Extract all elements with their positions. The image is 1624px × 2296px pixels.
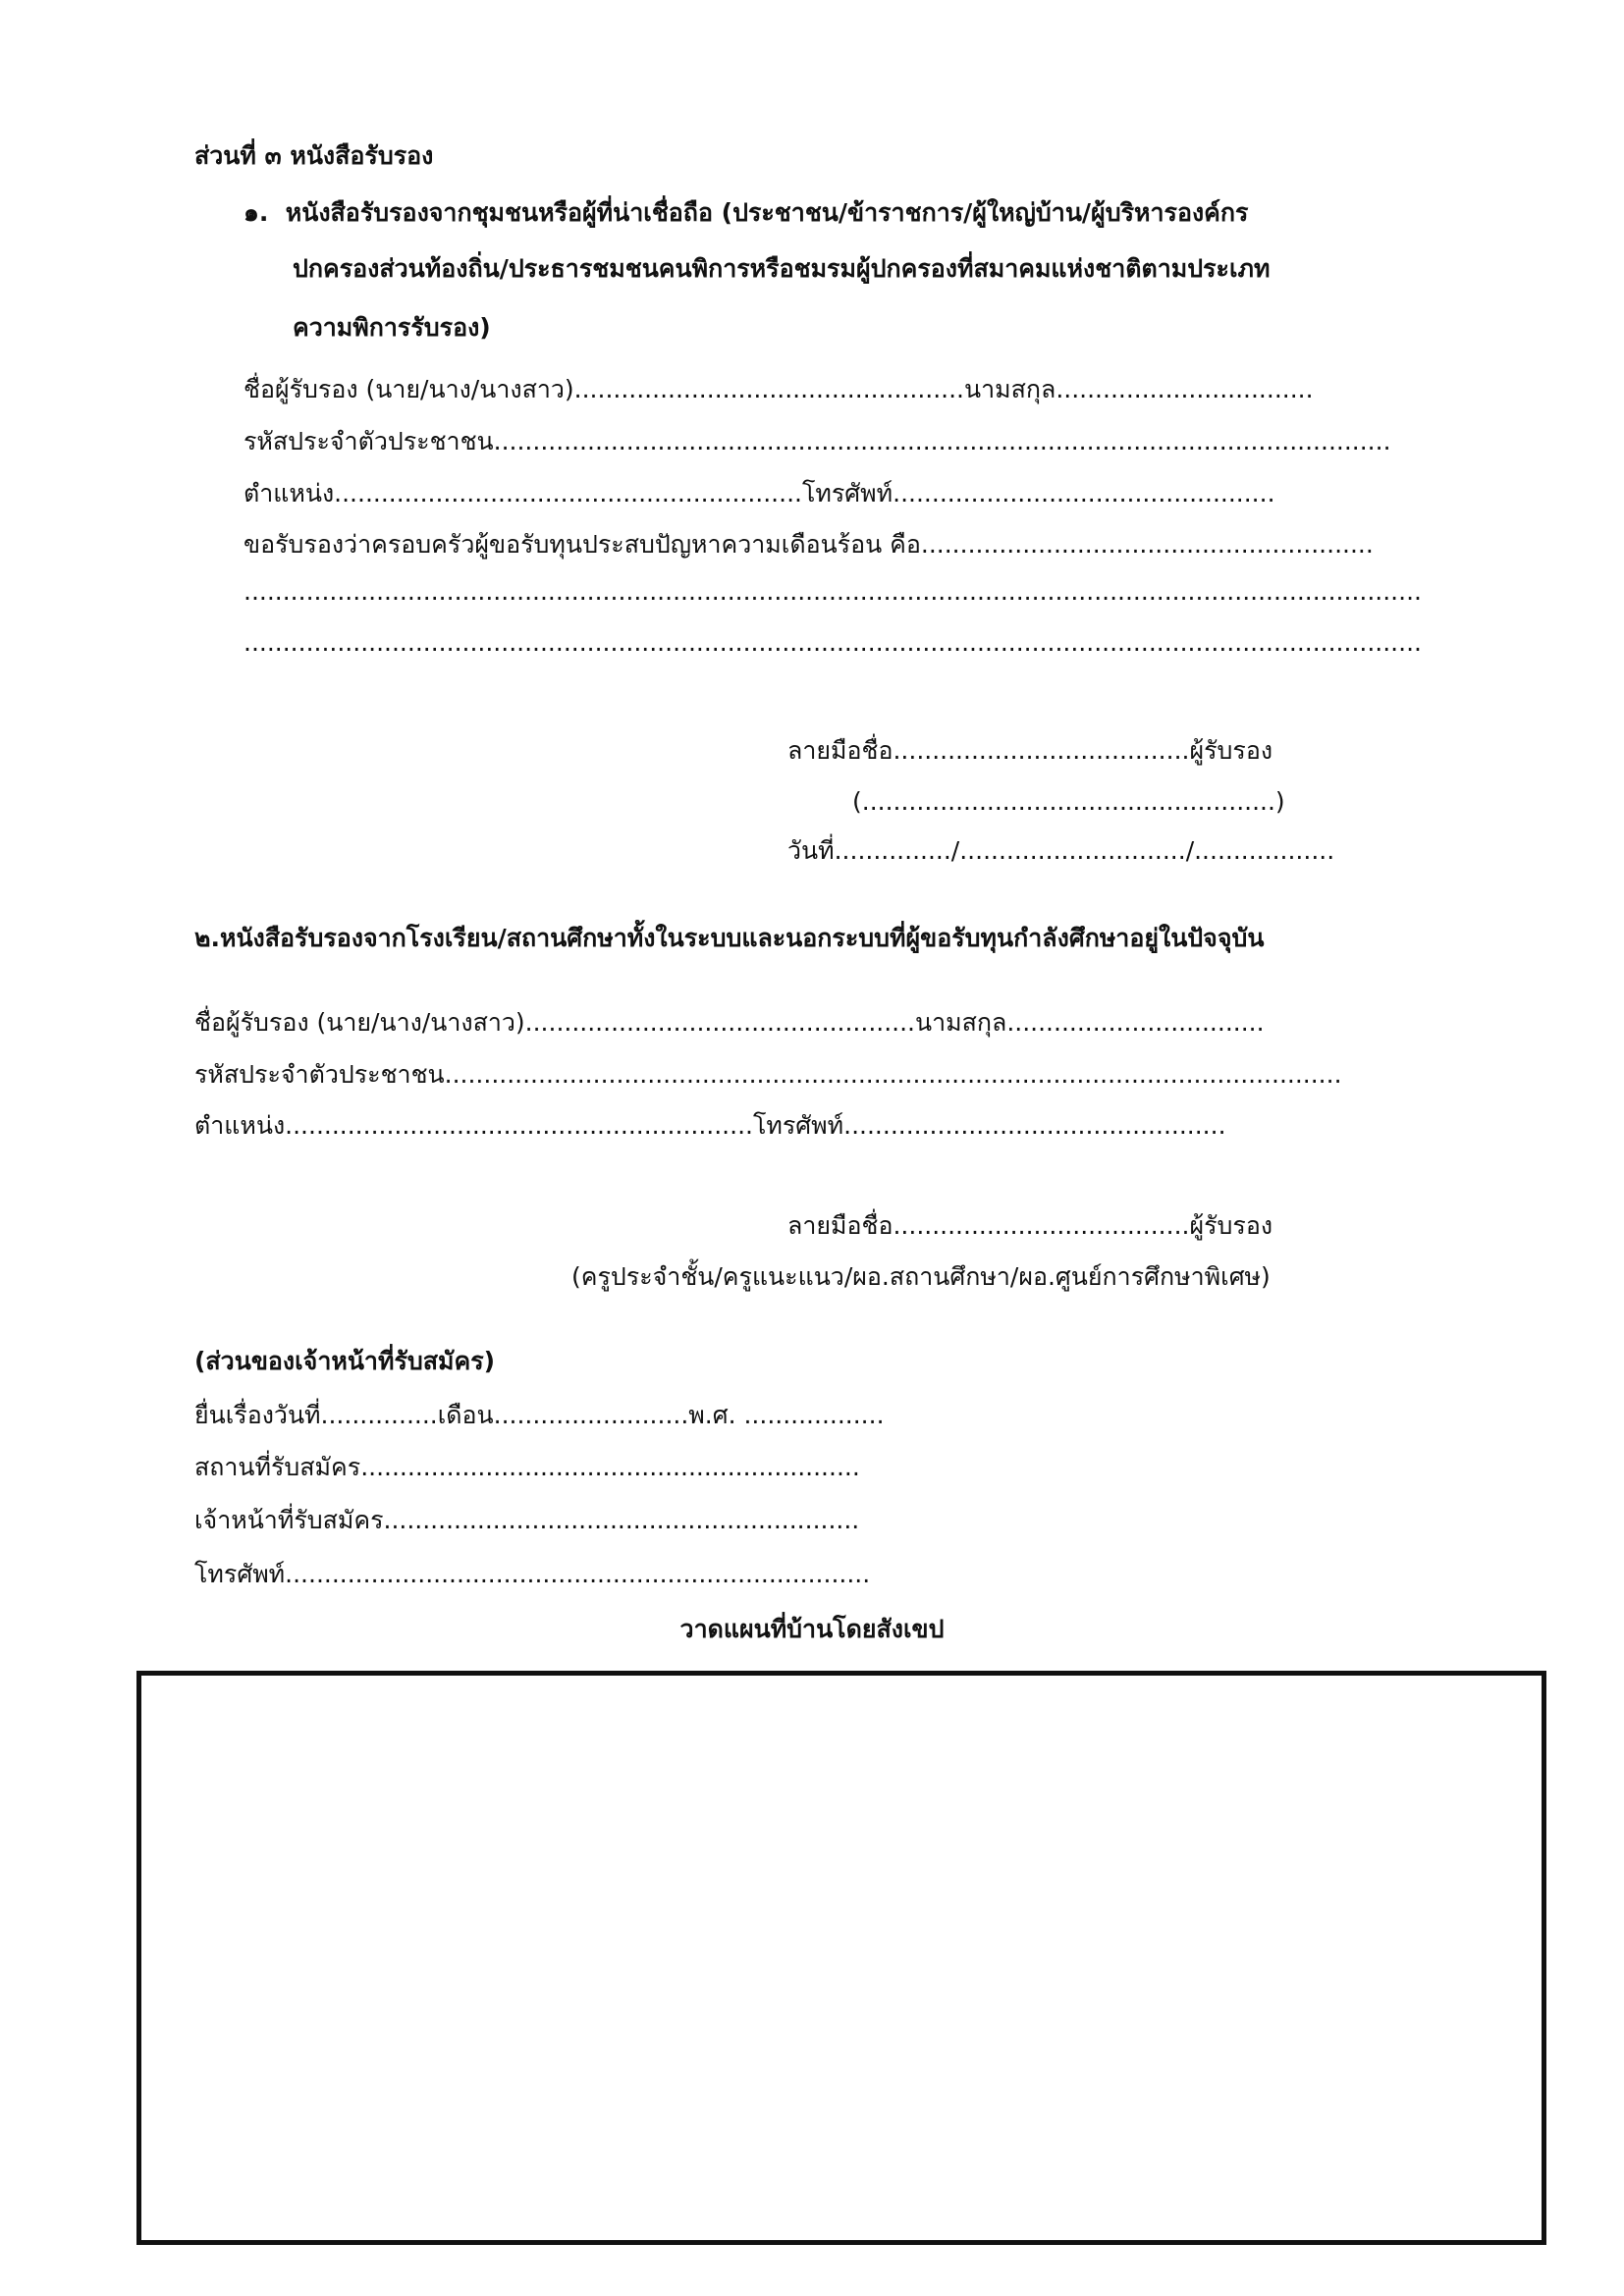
officer-submit-date-field[interactable]: ยื่นเรื่องวันที่...............เดือน.........................พ.ศ. .................. xyxy=(194,1401,885,1429)
cert1-statement-field[interactable]: ขอรับรองว่าครอบครัวผู้ขอรับทุนประสบปัญหาความเดือนร้อน คือ.......................................................... xyxy=(244,530,1374,559)
officer-name-field[interactable]: เจ้าหน้าที่รับสมัคร............................................................. xyxy=(194,1506,860,1534)
map-drawing-area[interactable] xyxy=(136,1671,1546,2245)
cert1-position-field[interactable]: ตำแหน่ง............................................................โทรศัพท์................................................. xyxy=(244,479,1275,507)
cert2-signer-role: (ครูประจำชั้น/ครูแนะแนว/ผอ.สถานศึกษา/ผอ.ศูนย์การศึกษาพิเศษ) xyxy=(571,1262,1271,1291)
cert2-signature-field[interactable]: ลายมือชื่อ......................................ผู้รับรอง xyxy=(787,1211,1273,1240)
officer-phone-field[interactable]: โทรศัพท์........................................................................... xyxy=(194,1560,871,1588)
cert2-id-field[interactable]: รหัสประจำตัวประชาชน................................................................................................................... xyxy=(194,1060,1342,1089)
officer-section-heading: (ส่วนของเจ้าหน้าที่รับสมัคร) xyxy=(194,1347,496,1375)
cert2-position-field[interactable]: ตำแหน่ง............................................................โทรศัพท์................................................. xyxy=(194,1111,1226,1140)
cert1-name-field[interactable]: ชื่อผู้รับรอง (นาย/นาง/นางสาว)..................................................นามสกุล................................. xyxy=(244,375,1314,403)
cert1-signature-field[interactable]: ลายมือชื่อ......................................ผู้รับรอง xyxy=(787,736,1273,765)
cert1-id-field[interactable]: รหัสประจำตัวประชาชน................................................................................................................... xyxy=(244,427,1391,455)
cert1-blank-line-1[interactable]: ....................................................................................................................................................... xyxy=(244,577,1422,606)
map-title: วาดแผนที่บ้านโดยสังเขป xyxy=(679,1615,945,1643)
cert1-heading-line2: ปกครองส่วนท้องถิ่น/ประธารชมชนคนพิการหรือชมรมผู้ปกครองที่สมาคมแห่งชาติตามประเภท xyxy=(293,254,1271,283)
officer-place-field[interactable]: สถานที่รับสมัคร................................................................ xyxy=(194,1453,860,1481)
cert1-heading-line1: ๑. หนังสือรับรองจากชุมชนหรือผู้ที่น่าเชื่อถือ (ประชาชน/ข้าราชการ/ผู้ใหญ่บ้าน/ผู้บริหารองค์กร xyxy=(244,198,1249,227)
cert1-date-field[interactable]: วันที่.............../............................./.................. xyxy=(787,836,1335,865)
cert1-blank-line-2[interactable]: ....................................................................................................................................................... xyxy=(244,628,1422,657)
part3-title: ส่วนที่ ๓ หนังสือรับรอง xyxy=(194,141,434,170)
cert2-heading: ๒.หนังสือรับรองจากโรงเรียน/สถานศึกษาทั้งในระบบและนอกระบบที่ผู้ขอรับทุนกำลังศึกษาอยู่ในปัจจุบัน xyxy=(194,924,1265,952)
cert1-name-paren-field[interactable]: (.....................................................) xyxy=(852,787,1285,816)
cert2-name-field[interactable]: ชื่อผู้รับรอง (นาย/นาง/นางสาว)..................................................นามสกุล................................. xyxy=(194,1008,1265,1037)
cert1-heading-line3: ความพิการรับรอง) xyxy=(293,313,491,342)
